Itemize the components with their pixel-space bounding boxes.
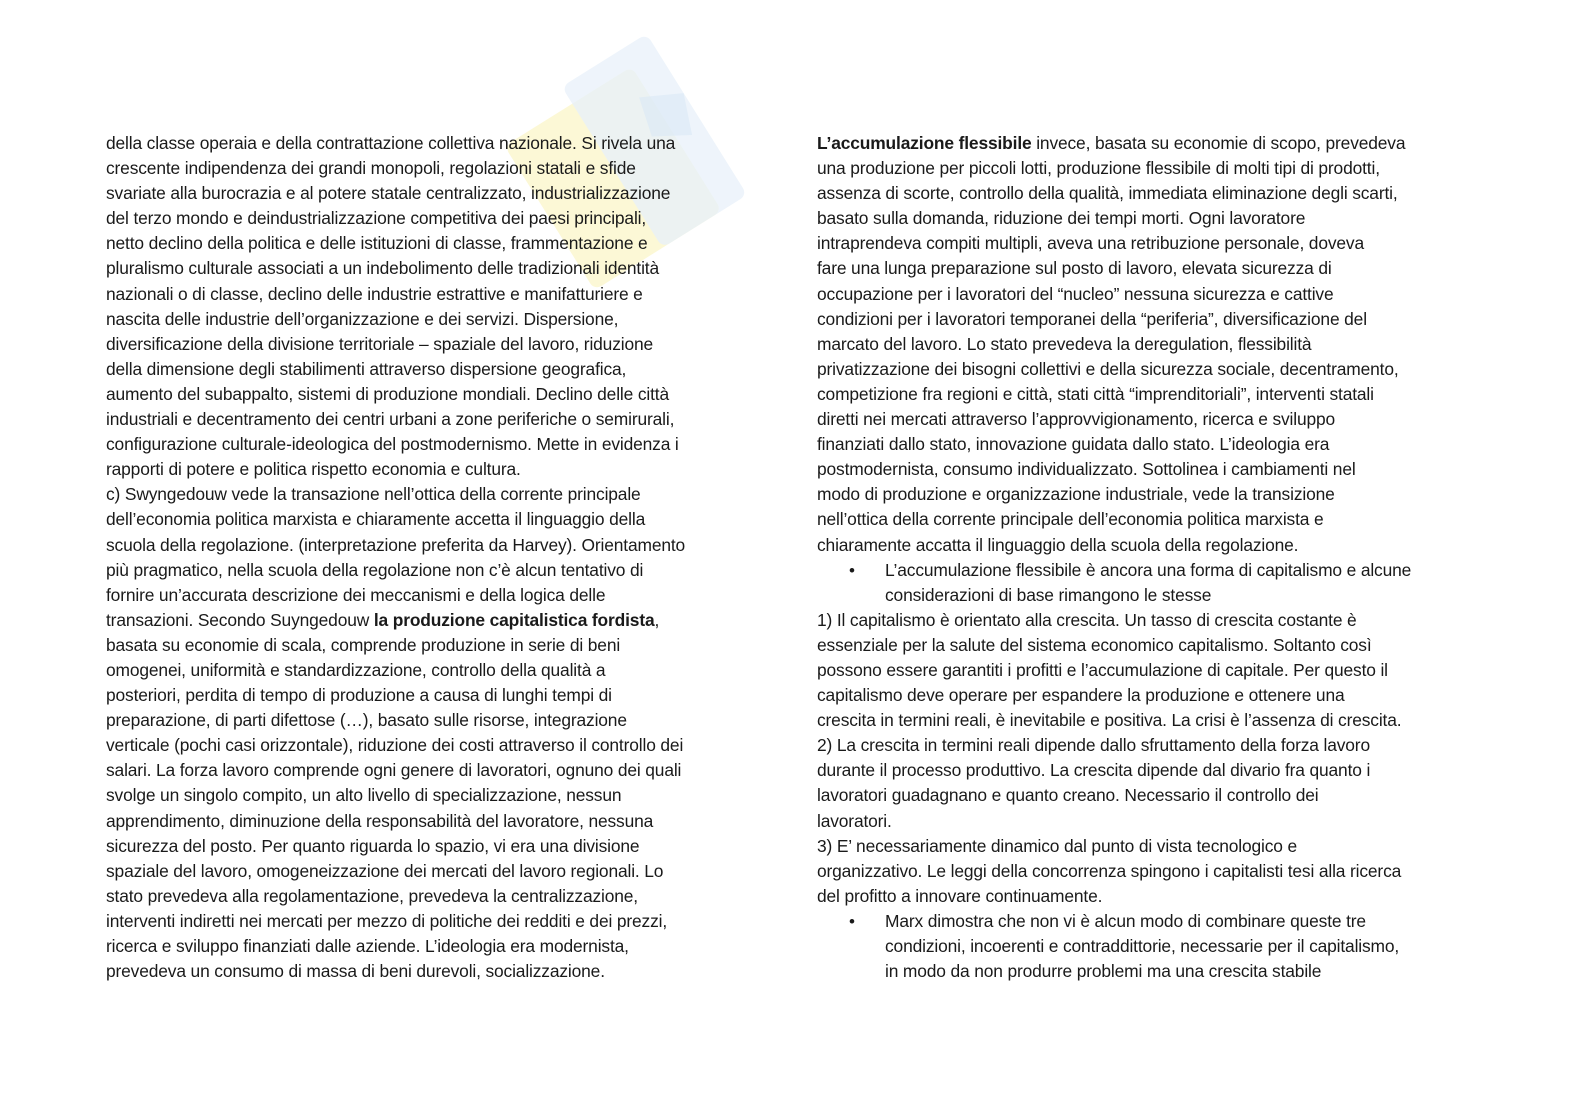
text-line: posteriori, perdita di tempo di produzione a causa di lunghi tempi di [106, 685, 612, 706]
text-line: del profitto a innovare continuamente. [817, 885, 1103, 906]
text-line: più pragmatico, nella scuola della regolazione non c’è alcun tentativo di [106, 559, 644, 580]
bullet-icon: • [849, 560, 855, 580]
text-line: salari. La forza lavoro comprende ogni genere di lavoratori, ognuno dei quali [106, 760, 682, 781]
bullet-icon: • [849, 911, 855, 931]
text-line: prevedeva un consumo di massa di beni durevoli, socializzazione. [106, 961, 605, 982]
bullet-line: considerazioni di base rimangono le stesse [885, 584, 1212, 605]
text-line: svolge un singolo compito, un alto livello di specializzazione, nessun [106, 785, 622, 806]
text-line: 2) La crescita in termini reali dipende dallo sfruttamento della forza lavoro [817, 735, 1370, 756]
bullet-line: in modo da non produrre problemi ma una crescita stabile [885, 961, 1322, 982]
text-line: essenziale per la salute del sistema economico capitalismo. Soltanto così [817, 634, 1372, 655]
text-line: assenza di scorte, controllo della qualità, immediata eliminazione degli scarti, [817, 183, 1398, 204]
text-line: organizzativo. Le leggi della concorrenza spingono i capitalisti tesi alla ricerca [817, 860, 1402, 881]
text-line: dell’economia politica marxista e chiaramente accetta il linguaggio della [106, 509, 646, 530]
text-line: industriali e decentramento dei centri urbani a zone periferiche o semirurali, [106, 409, 675, 430]
text-line: della dimensione degli stabilimenti attraverso dispersione geografica, [106, 358, 627, 379]
text-line: durante il processo produttivo. La crescita dipende dal divario fra quanto i [817, 760, 1371, 781]
fordist-line-post: , [654, 609, 660, 630]
text-line: netto declino della politica e delle istituzioni di classe, frammentazione e [106, 233, 648, 254]
flexible-accumulation-heading: L’accumulazione flessibile [817, 133, 1032, 153]
bullet-text: L’accumulazione flessibile è ancora una forma di capitalismo e alcune [885, 559, 1412, 580]
flexible-accumulation-post: invece, basata su economie di scopo, prevedeva [1031, 133, 1406, 153]
bullet-line [817, 558, 1481, 583]
text-line: intraprendeva compiti multipli, aveva una retribuzione personale, doveva [817, 233, 1364, 254]
bullet-line [817, 909, 1481, 934]
text-line: 3) E’ necessariamente dinamico dal punto di vista tecnologico e [817, 835, 1298, 856]
text-line: interventi indiretti nei mercati per mezzo di politiche dei redditi e dei prezzi, [106, 910, 668, 931]
text-line: capitalismo deve operare per espandere la produzione e ottenere una [817, 685, 1345, 706]
text-line: della classe operaia e della contrattazione collettiva nazionale. Si rivela una [106, 133, 676, 153]
text-line: scuola della regolazione. (interpretazione preferita da Harvey). Orientamento [106, 534, 686, 555]
text-line: spaziale del lavoro, omogeneizzazione dei mercati del lavoro regionali. Lo [106, 860, 664, 881]
text-line: fare una lunga preparazione sul posto di lavoro, elevata sicurezza di [817, 258, 1332, 279]
text-line: competizione fra regioni e città, stati città “imprenditoriali”, interventi statali [817, 383, 1374, 404]
text-line: diretti nei mercati attraverso l’approvvigionamento, ricerca e sviluppo [817, 409, 1336, 430]
text-line: crescente indipendenza dei grandi monopoli, regolazioni statali e sfide [106, 158, 636, 179]
bullet-item [817, 909, 1481, 984]
text-line: apprendimento, diminuzione della responsabilità del lavoratore, nessuna [106, 810, 654, 831]
flexible-accumulation-line [817, 131, 1481, 156]
text-line: una produzione per piccoli lotti, produzione flessibile di molti tipi di prodotti, [817, 158, 1380, 179]
text-line: diversificazione della divisione territoriale – spaziale del lavoro, riduzione [106, 333, 654, 354]
text-line: postmodernista, consumo individualizzato. Sottolinea i cambiamenti nel [817, 459, 1356, 480]
fordist-line-pre: transazioni. Secondo Suyngedouw [106, 609, 374, 630]
text-line: lavoratori. [817, 810, 892, 831]
text-line: rapporti di potere e politica rispetto economia e cultura. [106, 459, 521, 480]
fordist-line [106, 608, 766, 633]
text-line: fornire un’accurata descrizione dei meccanismi e della logica delle [106, 584, 606, 605]
bullet-item [817, 558, 1481, 608]
text-line: crescita in termini reali, è inevitabile e positiva. La crisi è l’assenza di crescita. [817, 710, 1402, 731]
text-line: svariate alla burocrazia e al potere statale centralizzato, industrializzazione [106, 183, 671, 204]
text-line: condizioni per i lavoratori temporanei della “periferia”, diversificazione del [817, 308, 1367, 329]
text-line: chiaramente accatta il linguaggio della scuola della regolazione. [817, 534, 1299, 555]
text-line: stato prevedeva alla regolamentazione, prevedeva la centralizzazione, [106, 885, 638, 906]
text-line: nell’ottica della corrente principale dell’economia politica marxista e [817, 509, 1324, 530]
text-line: modo di produzione e organizzazione industriale, vede la transizione [817, 484, 1335, 505]
text-line: preparazione, di parti difettose (…), basato sulle risorse, integrazione [106, 710, 627, 731]
text-line: privatizzazione dei bisogni collettivi e della sicurezza sociale, decentramento, [817, 358, 1399, 379]
text-line: nascita delle industrie dell’organizzazione e dei servizi. Dispersione, [106, 308, 619, 329]
fordist-heading: la produzione capitalistica fordista [373, 609, 655, 630]
left-column [106, 131, 766, 984]
text-line: nazionali o di classe, declino delle industrie estrattive e manifatturiere e [106, 283, 643, 304]
text-line: aumento del subappalto, sistemi di produzione mondiali. Declino delle città [106, 383, 669, 404]
text-line: ricerca e sviluppo finanziati dalle aziende. L’ideologia era modernista, [106, 936, 629, 956]
text-line: 1) Il capitalismo è orientato alla crescita. Un tasso di crescita costante è [817, 609, 1357, 630]
text-line: sicurezza del posto. Per quanto riguarda lo spazio, vi era una divisione [106, 835, 640, 856]
text-line: lavoratori guadagnano e quanto creano. Necessario il controllo dei [817, 785, 1319, 806]
text-line: basata su economie di scala, comprende produzione in serie di beni [106, 634, 621, 655]
text-line: finanziati dallo stato, innovazione guidata dallo stato. L’ideologia era [817, 434, 1330, 455]
right-column [817, 131, 1481, 984]
bullet-line: condizioni, incoerenti e contraddittorie, necessarie per il capitalismo, [885, 936, 1400, 956]
text-line: verticale (pochi casi orizzontale), riduzione dei costi attraverso il controllo dei [106, 735, 684, 756]
text-line: pluralismo culturale associati a un indebolimento delle tradizionali identità [106, 258, 660, 279]
text-line: basato sulla domanda, riduzione dei tempi morti. Ogni lavoratore [817, 208, 1306, 229]
bullet-text: Marx dimostra che non vi è alcun modo di combinare queste tre [885, 910, 1366, 931]
text-line: possono essere garantiti i profitti e l’accumulazione di capitale. Per questo il [817, 659, 1388, 680]
text-line: omogenei, uniformità e standardizzazione, controllo della qualità a [106, 659, 606, 680]
text-line: del terzo mondo e deindustrializzazione competitiva dei paesi principali, [106, 208, 647, 229]
text-line: marcato del lavoro. Lo stato prevedeva la deregulation, flessibilità [817, 333, 1312, 354]
text-line: c) Swyngedouw vede la transazione nell’ottica della corrente principale [106, 484, 641, 505]
text-line: configurazione culturale-ideologica del postmodernismo. Mette in evidenza i [106, 434, 679, 455]
text-line: occupazione per i lavoratori del “nucleo” nessuna sicurezza e cattive [817, 283, 1334, 304]
